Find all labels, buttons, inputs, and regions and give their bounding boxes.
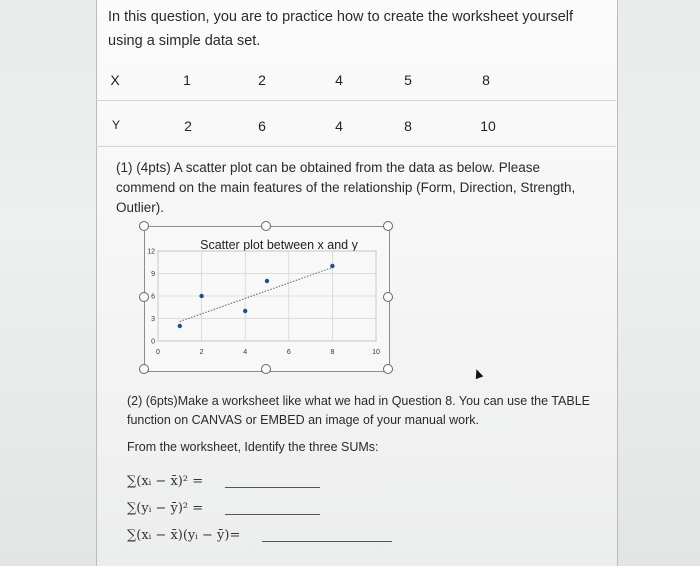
resize-handle[interactable]: [139, 292, 149, 302]
sums-heading: From the worksheet, Identify the three SUMs:: [127, 440, 379, 454]
resize-handle[interactable]: [261, 364, 271, 374]
resize-handle[interactable]: [383, 292, 393, 302]
y-value: 6: [258, 118, 266, 134]
x-tick-label: 0: [156, 349, 160, 356]
sum-xx-answer-blank[interactable]: [225, 486, 320, 488]
chart-title: Scatter plot between x and y: [200, 238, 358, 252]
x-tick-label: 8: [330, 349, 335, 356]
y-value: 10: [480, 118, 496, 134]
sum-xx-formula: ∑(xᵢ − x̄)² =: [127, 474, 204, 489]
resize-handle[interactable]: [261, 221, 271, 231]
y-value: 2: [184, 118, 192, 134]
data-point: [265, 279, 269, 283]
x-value: 4: [335, 72, 343, 88]
sum-yy-formula: ∑(yᵢ − ȳ)² =: [127, 501, 204, 516]
x-value: 8: [482, 72, 490, 88]
x-label: X: [110, 72, 120, 88]
resize-handle[interactable]: [383, 364, 393, 374]
data-point: [243, 309, 247, 313]
sum-xy-answer-blank[interactable]: [262, 540, 392, 542]
question-1-text: (1) (4pts) A scatter plot can be obtained from the data as below. Please commend on the main features of the relationship (Form, Direction, Strength, Outlier).: [116, 160, 576, 215]
y-tick-label: 3: [151, 316, 155, 323]
scatter-chart: [145, 227, 389, 371]
x-value: 2: [258, 72, 266, 88]
x-tick-label: 6: [286, 349, 291, 356]
y-value: 8: [404, 118, 412, 134]
x-tick-label: 10: [372, 349, 380, 356]
y-tick-label: 12: [147, 248, 155, 256]
divider: [96, 100, 616, 101]
data-point: [199, 294, 203, 298]
intro-text: In this question, you are to practice how to create the worksheet yourself using a simple data set.: [108, 9, 574, 49]
x-row: [110, 72, 530, 96]
y-label: Y: [111, 118, 121, 132]
resize-handle[interactable]: [383, 221, 393, 231]
resize-handle[interactable]: [139, 221, 149, 231]
y-tick-label: 0: [151, 338, 155, 346]
sum-yy-answer-blank[interactable]: [225, 513, 320, 515]
data-point: [330, 264, 334, 268]
question-2-text: (2) (6pts)Make a worksheet like what we had in Question 8. You can use the TABLE function on CANVAS or EMBED an image of your manual work.: [127, 394, 590, 427]
x-value: 1: [183, 72, 191, 88]
x-tick-label: 2: [199, 349, 204, 356]
x-value: 5: [404, 72, 412, 88]
sum-xy-formula: ∑(xᵢ − x̄)(yᵢ − ȳ)=: [127, 528, 241, 543]
y-tick-label: 9: [151, 271, 155, 278]
data-point: [178, 324, 182, 328]
chart-frame[interactable]: [144, 226, 390, 372]
y-tick-label: 6: [151, 293, 155, 301]
x-tick-label: 4: [243, 349, 248, 356]
divider: [96, 146, 616, 147]
y-row: [110, 118, 530, 142]
y-value: 4: [335, 118, 343, 134]
resize-handle[interactable]: [139, 364, 149, 374]
